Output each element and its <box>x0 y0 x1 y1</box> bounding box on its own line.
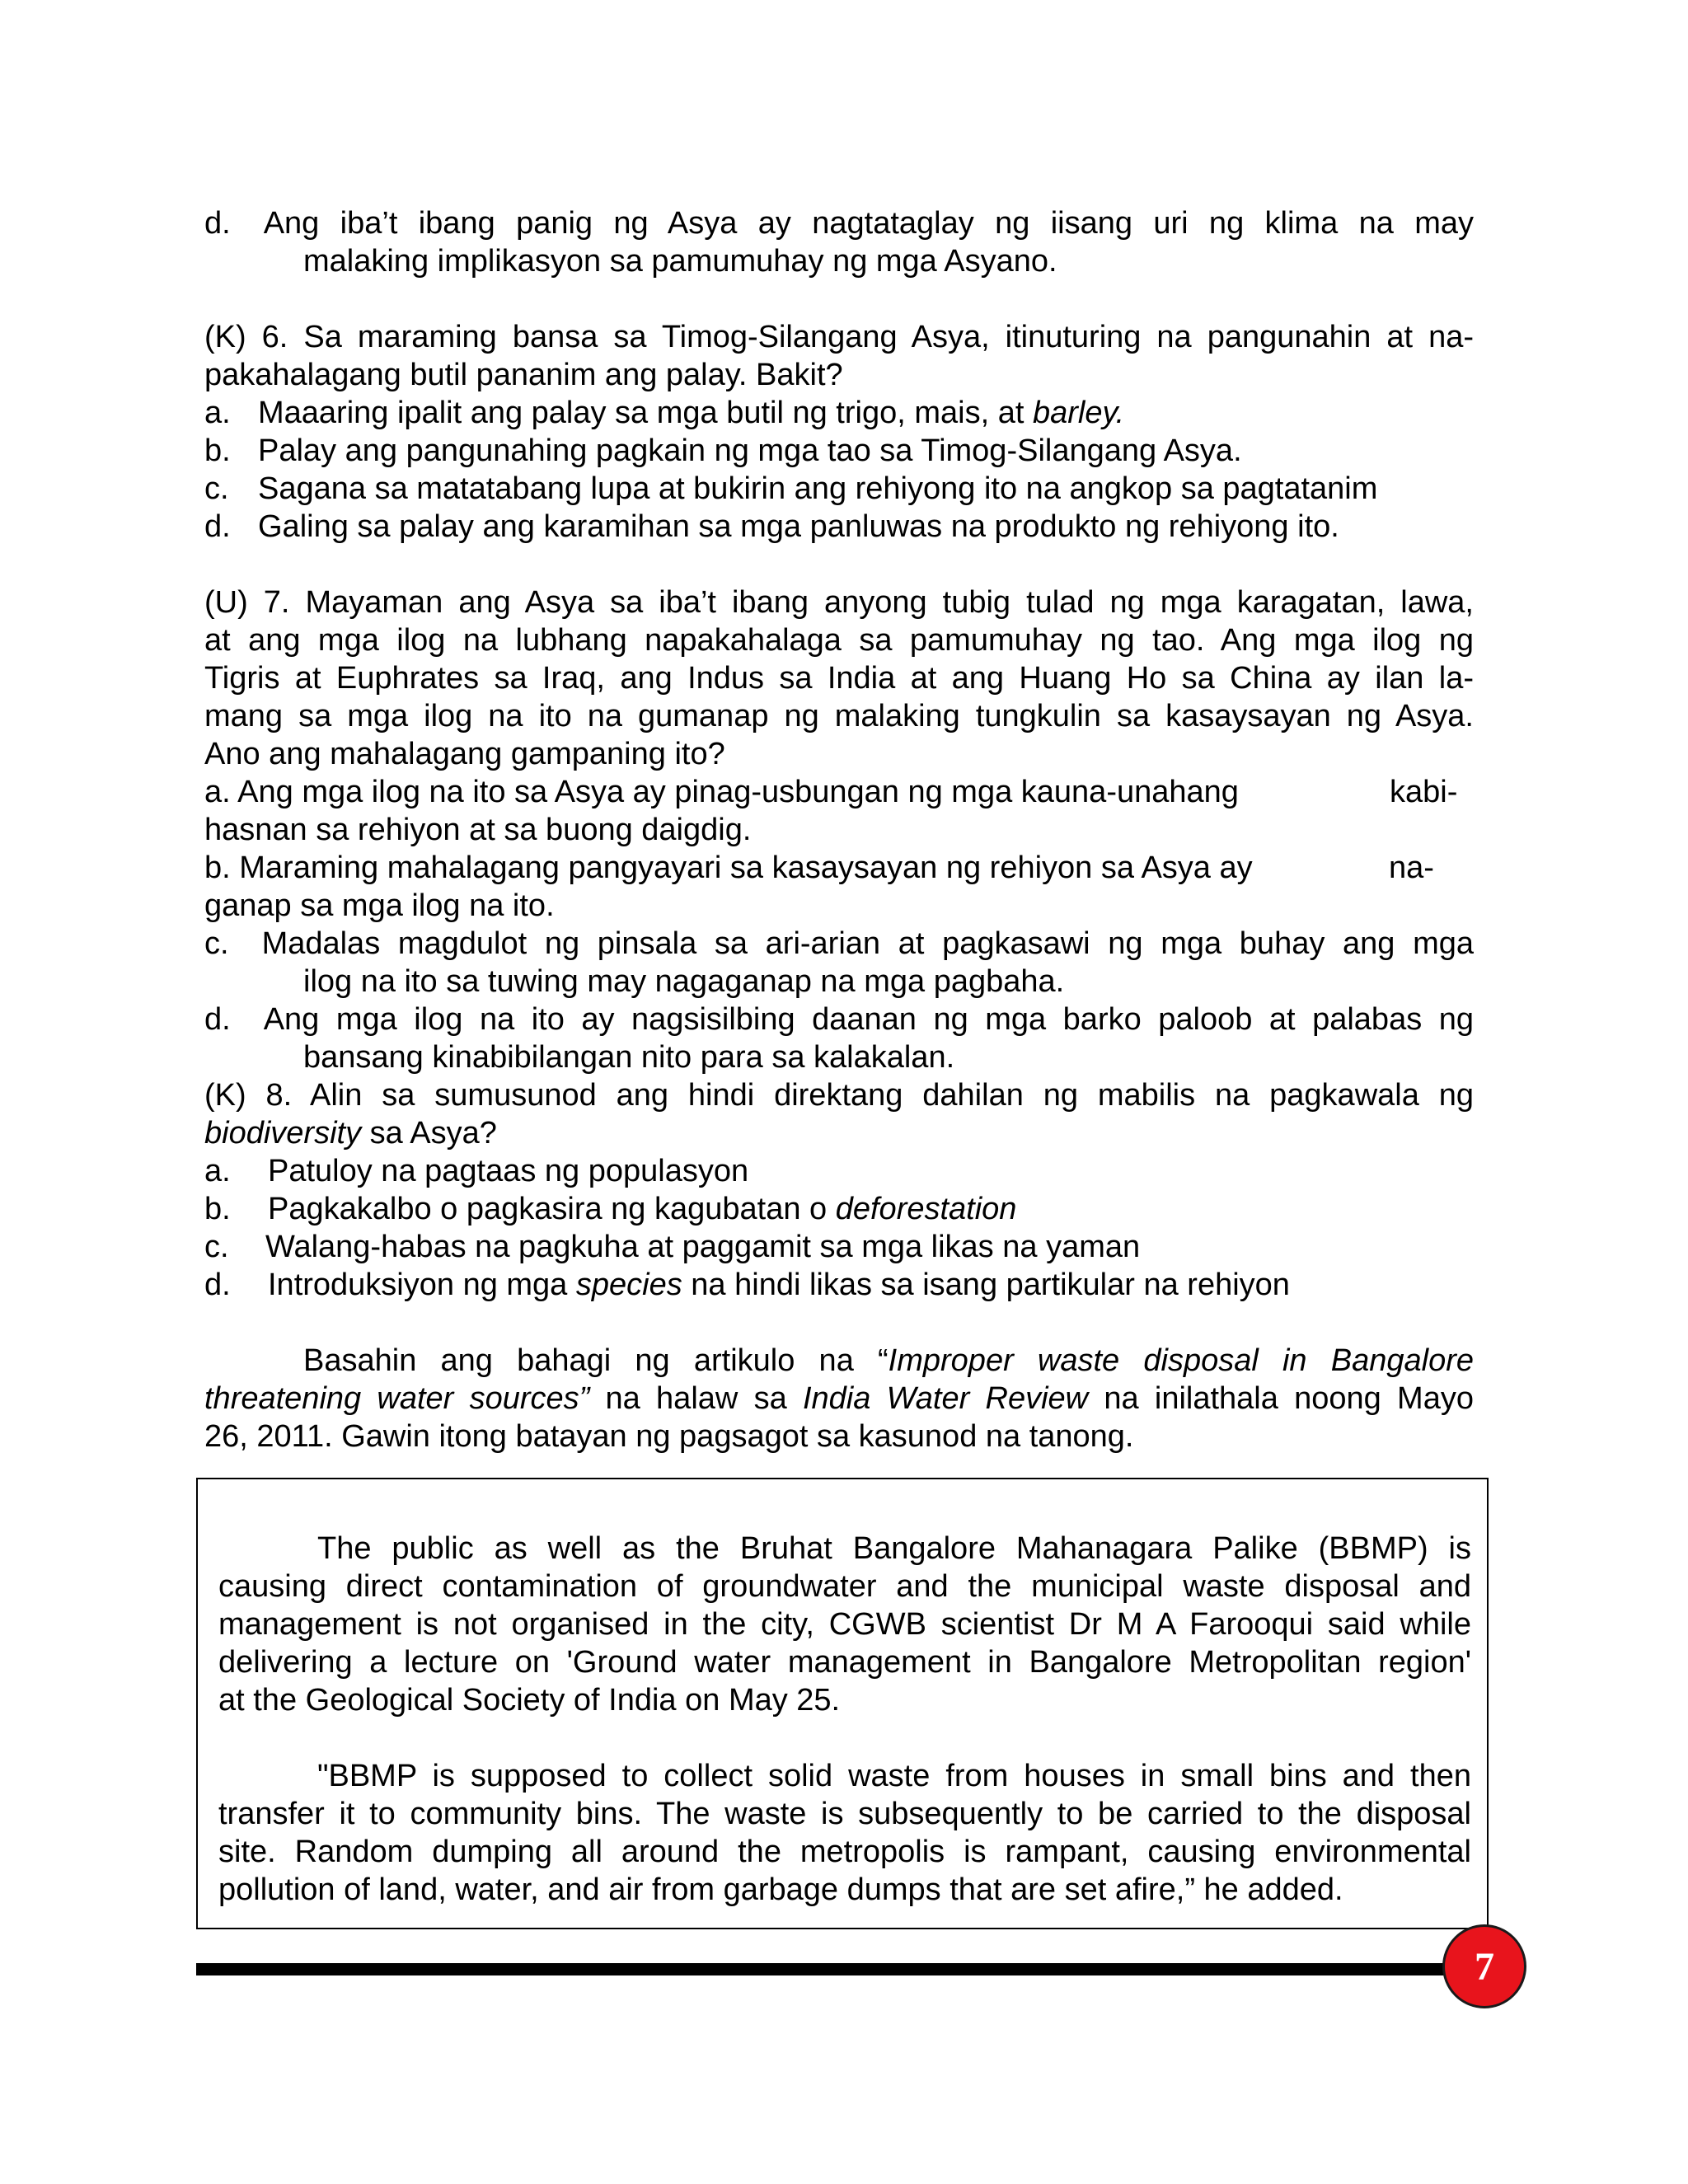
q8-option-c: c. Walang-habas na pagkuha at paggamit sa mga likas na yaman <box>204 1230 1141 1264</box>
q6-stem-line2: pakahalagang butil pananim ang palay. Bakit? <box>204 358 843 392</box>
q7-stem-line5: Ano ang mahalagang gampaning ito? <box>204 737 725 771</box>
q7-option-d-line2: bansang kinabibilangan nito para sa kalakalan. <box>303 1040 955 1075</box>
q8-stem-line1: (K) 8. Alin sa sumusunod ang hindi direktang dahilan ng mabilis na pagkawala ng <box>204 1078 1474 1113</box>
article-p1-line2: causing direct contamination of groundwater and the municipal waste disposal and <box>218 1569 1471 1604</box>
q6-option-a: a. Maaaring ipalit ang palay sa mga butil ng trigo, mais, at barley. <box>204 396 1125 430</box>
article-p2-line1: "BBMP is supposed to collect solid waste from houses in small bins and then <box>317 1759 1471 1793</box>
q6-stem-line1: (K) 6. Sa maraming bansa sa Timog-Silangang Asya, itinuturing na pangunahin at na- <box>204 320 1474 354</box>
article-p2-line4: pollution of land, water, and air from garbage dumps that are set afire,” he added. <box>218 1872 1343 1907</box>
q8-option-a: a. Patuloy na pagtaas ng populasyon <box>204 1154 749 1188</box>
q5-option-d-line1: d. Ang iba’t ibang panig ng Asya ay nagtataglay ng iisang uri ng klima na may <box>204 206 1474 241</box>
q7-stem-line2: at ang mga ilog na lubhang napakahalaga sa pamumuhay ng tao. Ang mga ilog ng <box>204 623 1474 658</box>
q7-option-b-line2: ganap sa mga ilog na ito. <box>204 888 555 923</box>
q8-option-d: d. Introduksiyon ng mga species na hindi likas sa isang partikular na rehiyon <box>204 1268 1290 1302</box>
q7-option-c-line1: c. Madalas magdulot ng pinsala sa ari-arian at pagkasawi ng mga buhay ang mga <box>204 926 1474 961</box>
q8-stem-line2: biodiversity sa Asya? <box>204 1116 497 1151</box>
footer-rule <box>196 1963 1465 1975</box>
q7-stem-line4: mang sa mga ilog na ito na gumanap ng malaking tungkulin sa kasaysayan ng Asya. <box>204 699 1474 733</box>
article-p2-line2: transfer it to community bins. The waste is subsequently to be carried to the disposal <box>218 1797 1471 1831</box>
q6-option-b: b. Palay ang pangunahing pagkain ng mga tao sa Timog-Silangang Asya. <box>204 434 1242 468</box>
q7-stem-line3: Tigris at Euphrates sa Iraq, ang Indus sa India at ang Huang Ho sa China ay ilan la- <box>204 661 1474 696</box>
intro-line2: threatening water sources” na halaw sa India Water Review na inilathala noong Mayo <box>204 1381 1474 1416</box>
q6-option-d: d. Galing sa palay ang karamihan sa mga panluwas na produkto ng rehiyong ito. <box>204 509 1339 544</box>
article-p1-line1: The public as well as the Bruhat Bangalore Mahanagara Palike (BBMP) is <box>317 1531 1471 1566</box>
q7-option-a-line2: hasnan sa rehiyon at sa buong daigdig. <box>204 813 752 847</box>
page-number-badge: 7 <box>1442 1924 1526 2008</box>
article-p1-line5: at the Geological Society of India on May 25. <box>218 1683 841 1718</box>
q7-option-b-line1: b. Maraming mahalagang pangyayari sa kasaysayan ng rehiyon sa Asya ay na- <box>204 851 1434 885</box>
q7-option-d-line1: d. Ang mga ilog na ito ay nagsisilbing daanan ng mga barko paloob at palabas ng <box>204 1002 1474 1037</box>
intro-line3: 26, 2011. Gawin itong batayan ng pagsagot sa kasunod na tanong. <box>204 1419 1134 1454</box>
q8-option-b: b. Pagkakalbo o pagkasira ng kagubatan o deforestation <box>204 1192 1017 1226</box>
article-p1-line3: management is not organised in the city, CGWB scientist Dr M A Farooqui said while <box>218 1607 1471 1642</box>
q6-option-c: c. Sagana sa matatabang lupa at bukirin ang rehiyong ito na angkop sa pagtatanim <box>204 471 1378 506</box>
q7-stem-line1: (U) 7. Mayaman ang Asya sa iba’t ibang anyong tubig tulad ng mga karagatan, lawa, <box>204 585 1474 620</box>
article-p2-line3: site. Random dumping all around the metropolis is rampant, causing environmental <box>218 1835 1471 1869</box>
q7-option-a-line1: a. Ang mga ilog na ito sa Asya ay pinag-usbungan ng mga kauna-unahang kabi- <box>204 775 1458 809</box>
q5-option-d-line2: malaking implikasyon sa pamumuhay ng mga Asyano. <box>303 244 1057 279</box>
q7-option-c-line2: ilog na ito sa tuwing may nagaganap na mga pagbaha. <box>303 964 1065 999</box>
intro-line1: Basahin ang bahagi ng artikulo na “Improper waste disposal in Bangalore <box>303 1343 1474 1378</box>
article-p1-line4: delivering a lecture on 'Ground water management in Bangalore Metropolitan region' <box>218 1645 1471 1680</box>
